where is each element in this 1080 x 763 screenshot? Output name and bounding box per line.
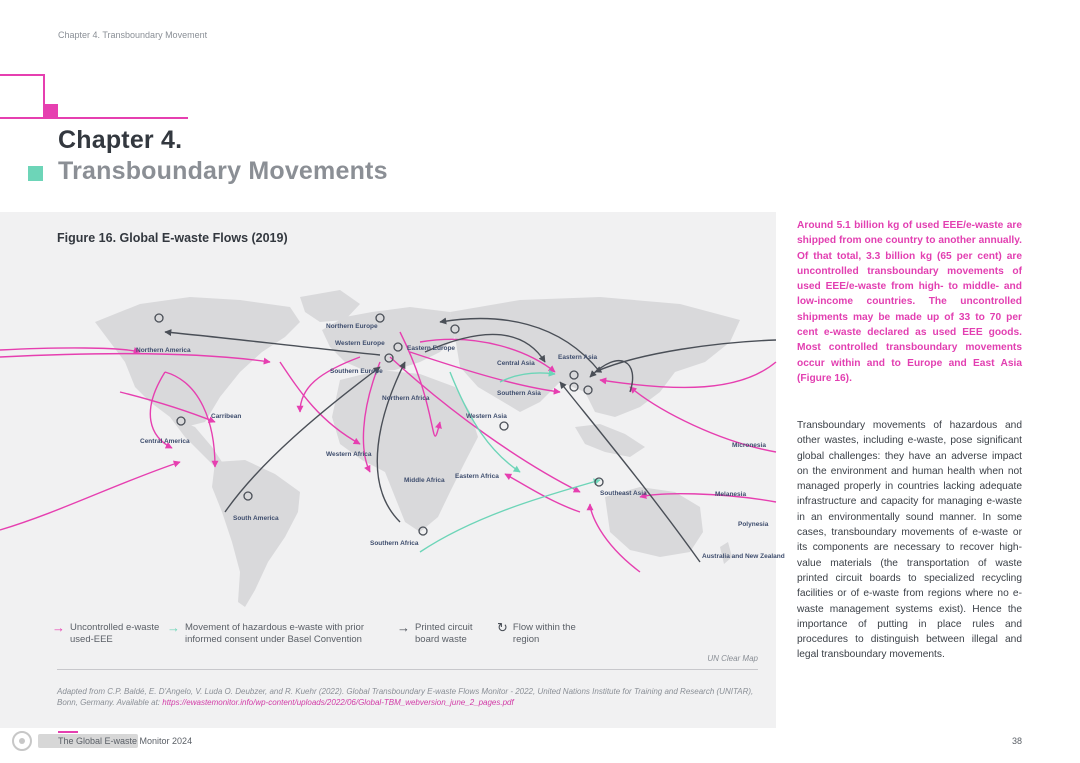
region-label: Northern Europe bbox=[326, 323, 378, 330]
region-label: Central Asia bbox=[497, 360, 535, 367]
region-label: Southeast Asia bbox=[600, 490, 647, 497]
figure-panel bbox=[0, 212, 785, 728]
region-label: Southern Asia bbox=[497, 390, 541, 397]
decorative-pink-square bbox=[44, 104, 58, 118]
land-masses bbox=[95, 290, 740, 607]
region-label: Polynesia bbox=[738, 521, 769, 528]
world-map bbox=[0, 212, 785, 728]
circular-arrow-icon bbox=[595, 478, 603, 486]
region-label: Western Asia bbox=[466, 413, 507, 420]
decorative-line bbox=[0, 117, 188, 119]
footer-publication: The Global E-waste Monitor 2024 bbox=[58, 736, 193, 746]
source-text: Adapted from C.P. Baldé, E. D'Angelo, V. Luda O. Deubzer, and R. Kuehr (2022). Global Transboundary E-waste Flows Monitor - 2022, United Nations Institute for Training and Research (UNITAR), Bonn, Germany. Available at: bbox=[57, 687, 754, 707]
region-label: Southern Europe bbox=[330, 368, 383, 375]
figure-title: Figure 16. Global E-waste Flows (2019) bbox=[57, 231, 288, 245]
region-label: Eastern Europe bbox=[407, 345, 456, 352]
region-label: Central America bbox=[140, 438, 190, 445]
region-label: Micronesia bbox=[732, 442, 766, 449]
legend-label: Uncontrolled e-waste used-EEE bbox=[70, 622, 160, 645]
legend-item-within-region bbox=[497, 622, 577, 646]
region-label: Northern Africa bbox=[382, 395, 430, 402]
legend-item-uncontrolled bbox=[52, 622, 162, 646]
running-head: Chapter 4. Transboundary Movement bbox=[58, 30, 208, 40]
region-label: South America bbox=[233, 515, 279, 522]
region-label: Northern America bbox=[136, 347, 191, 354]
southeast-asia-landmass bbox=[575, 424, 645, 457]
decorative-teal-square bbox=[28, 166, 43, 181]
lead-paragraph: Around 5.1 billion kg of used EEE/e-waste are shipped from one country to another annually. Of that total, 3.3 billion kg (65 per cent) are uncontrolled transboundary movements of used EEE/e-waste from high- to middle- and low-income countries. The uncontrolled shipments may be made up of 33 to 70 per cent e-waste declared as used EEE goods. Most controlled transboundary movements occur within and to Europe and East Asia (Figure 16). bbox=[797, 220, 1022, 384]
legend-item-basel bbox=[167, 622, 382, 646]
footer-accent bbox=[58, 731, 78, 733]
circular-arrow-icon bbox=[500, 422, 508, 430]
chapter-number: Chapter 4. bbox=[58, 126, 183, 154]
page-number: 38 bbox=[1011, 736, 1022, 746]
region-label: Southern Africa bbox=[370, 540, 419, 547]
legend-label: Printed circuit board waste bbox=[415, 622, 473, 645]
region-label: Middle Africa bbox=[404, 477, 445, 484]
region-label: Western Africa bbox=[326, 451, 372, 458]
arrow-right-icon: → bbox=[397, 620, 410, 635]
body-paragraph: Transboundary movements of hazardous and other wastes, including e-waste, pose significant global challenges: they have an adverse impact on the environment and human health when not managed properly in countries lacking adequate infrastructure and capacity for managing e-waste in an environmentally sound manner. In some cases, transboundary movements of e-waste or its components are necessary to recover high-value materials (the transportation of waste printed circuit boards to specialized recycling facilities or of e-waste from regions where no e-waste management systems exist). Hence the importance of putting in place rules and procedures to distinguish between illegal and legal transboundary movements. bbox=[797, 420, 1022, 661]
legend-label: Movement of hazardous e-waste with prior informed consent under Basel Convention bbox=[185, 622, 364, 645]
region-label: Western Europe bbox=[335, 340, 385, 347]
decorative-line bbox=[0, 74, 44, 76]
legend-label: Flow within the region bbox=[512, 622, 576, 645]
region-label: Melanesia bbox=[715, 491, 747, 498]
figure-source bbox=[57, 686, 762, 708]
map-credit: UN Clear Map bbox=[707, 654, 758, 663]
region-label: Carribean bbox=[211, 413, 242, 420]
south-america-landmass bbox=[212, 460, 300, 607]
chapter-title: Transboundary Movements bbox=[58, 157, 388, 185]
circular-arrow-icon: ↻ bbox=[497, 620, 508, 635]
arrow-right-icon: → bbox=[52, 620, 65, 635]
flow-arrow bbox=[0, 462, 180, 530]
region-label: Eastern Asia bbox=[558, 354, 598, 361]
region-label: Australia and New Zealand bbox=[702, 553, 785, 560]
divider bbox=[57, 669, 758, 670]
arrow-right-icon: → bbox=[167, 620, 180, 635]
source-link[interactable]: https://ewastemonitor.info/wp-content/uploads/2022/06/Global-TBM_webversion_june_2_pages.pdf bbox=[162, 698, 514, 707]
legend-item-pcb bbox=[397, 622, 492, 646]
region-label: Eastern Africa bbox=[455, 473, 499, 480]
